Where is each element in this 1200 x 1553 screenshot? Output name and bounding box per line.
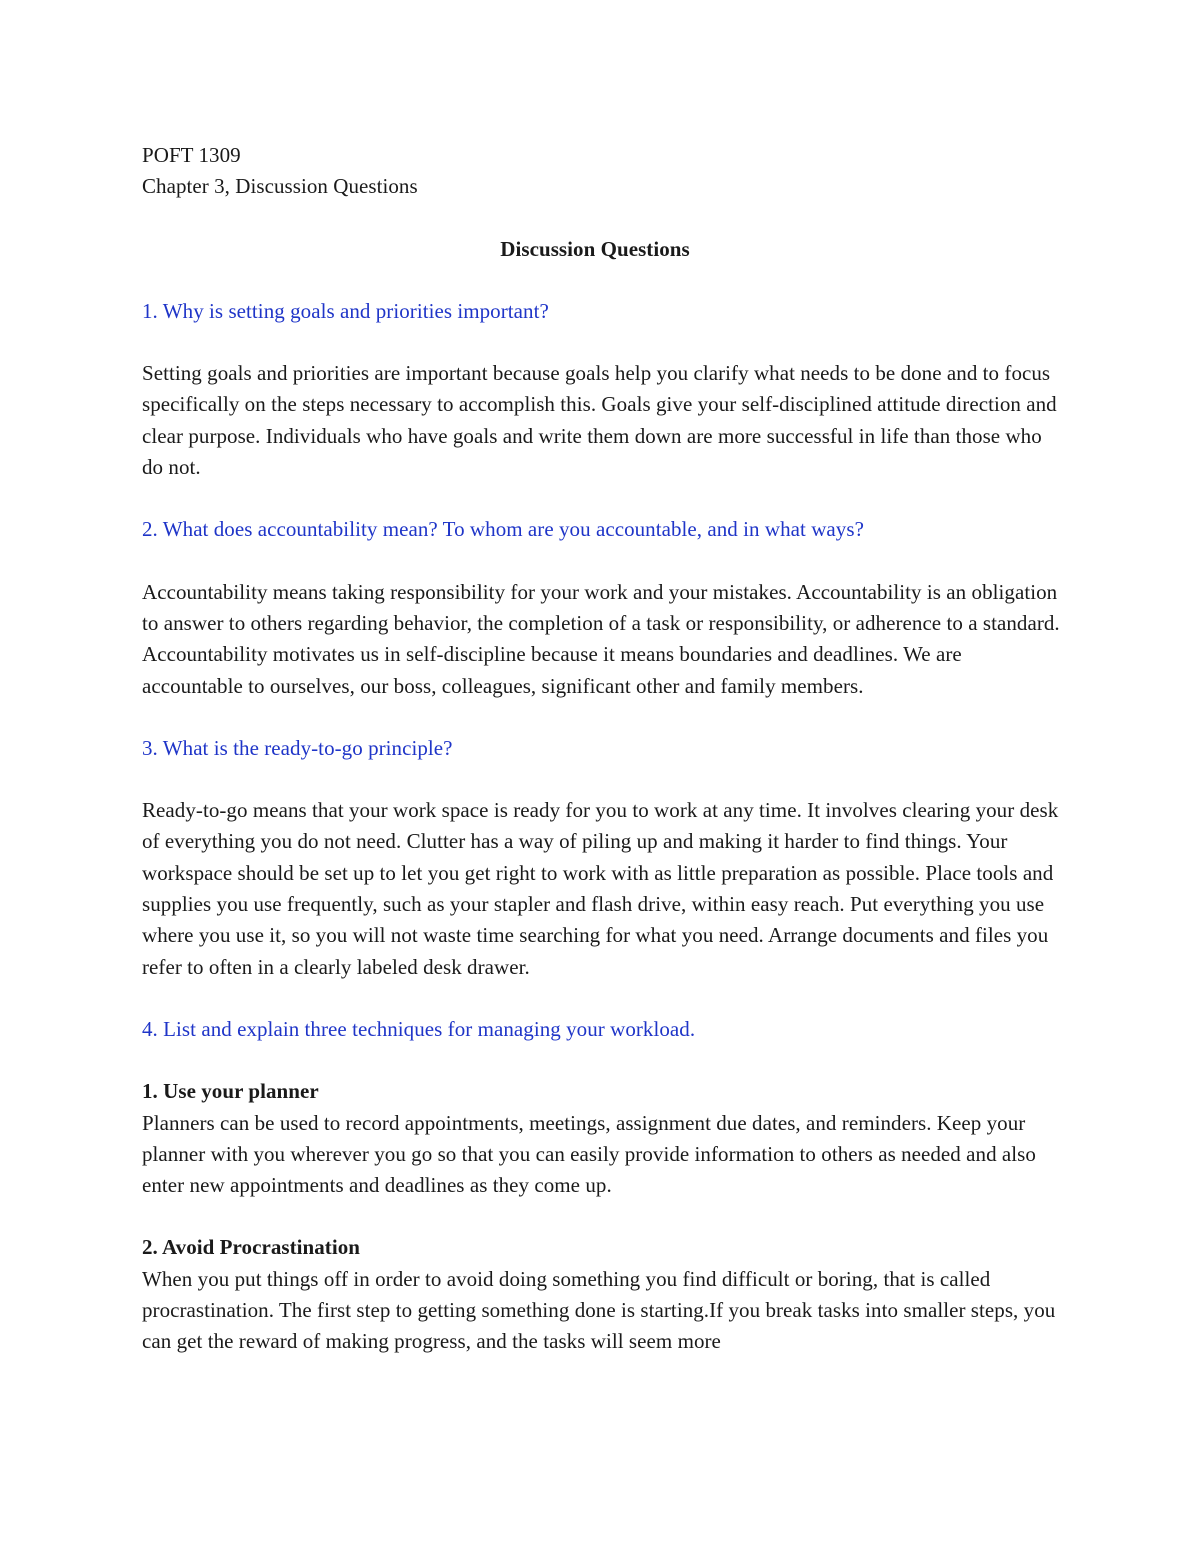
answer-1: Setting goals and priorities are important because goals help you clarify what needs to be done and to focus specifically on the steps necessary to accomplish this. Goals give your self-disciplined attitude direction and clear purpose. Individuals who have goals and write them down are more successful in life than those who do not. bbox=[142, 361, 1057, 480]
technique-2-heading: 2. Avoid Procrastination bbox=[142, 1235, 361, 1260]
question-4: 4. List and explain three techniques for managing your workload. bbox=[142, 1016, 696, 1041]
answer-3: Ready-to-go means that your work space is ready for you to work at any time. It involves clearing your desk of everything you do not need. Clutter has a way of piling up and making it harder to find things. Your workspace should be set up to let you get right to work with as little preparation as possible. Place tools and supplies you use frequently, such as your stapler and flash drive, within easy reach. Put everything you use where you use it, so you will not waste time searching for what you need. Arrange documents and files you refer to often in a clearly labeled desk drawer. bbox=[142, 798, 1059, 979]
chapter-line: Chapter 3, Discussion Questions bbox=[142, 174, 418, 199]
question-1: 1. Why is setting goals and priorities important? bbox=[142, 298, 549, 323]
technique-2-body: When you put things off in order to avoid doing something you find difficult or boring, that is called procrastination. The first step to getting something done is starting.If you break tasks into smaller steps, you can get the reward of making progress, and the tasks will seem more bbox=[142, 1266, 1056, 1354]
question-3: 3. What is the ready-to-go principle? bbox=[142, 735, 453, 760]
course-code: POFT 1309 bbox=[142, 143, 241, 167]
answer-2: Accountability means taking responsibility for your work and your mistakes. Accountability is an obligation to answer to others regarding behavior, the completion of a task or responsibility, or adherence to a standard. Accountability motivates us in self-discipline because it means boundaries and deadlines. We are accountable to ourselves, our boss, colleagues, significant other and family members. bbox=[142, 579, 1060, 698]
technique-1-heading: 1. Use your planner bbox=[142, 1079, 319, 1104]
question-2: 2. What does accountability mean? To whom are you accountable, and in what ways? bbox=[142, 517, 864, 542]
page-title: Discussion Questions bbox=[500, 236, 690, 261]
document-page bbox=[142, 140, 1062, 1389]
technique-1-body: Planners can be used to record appointments, meetings, assignment due dates, and reminders. Keep your planner with you wherever you go so that you can easily provide information to others as needed and also enter new appointments and deadlines as they come up. bbox=[142, 1110, 1036, 1198]
